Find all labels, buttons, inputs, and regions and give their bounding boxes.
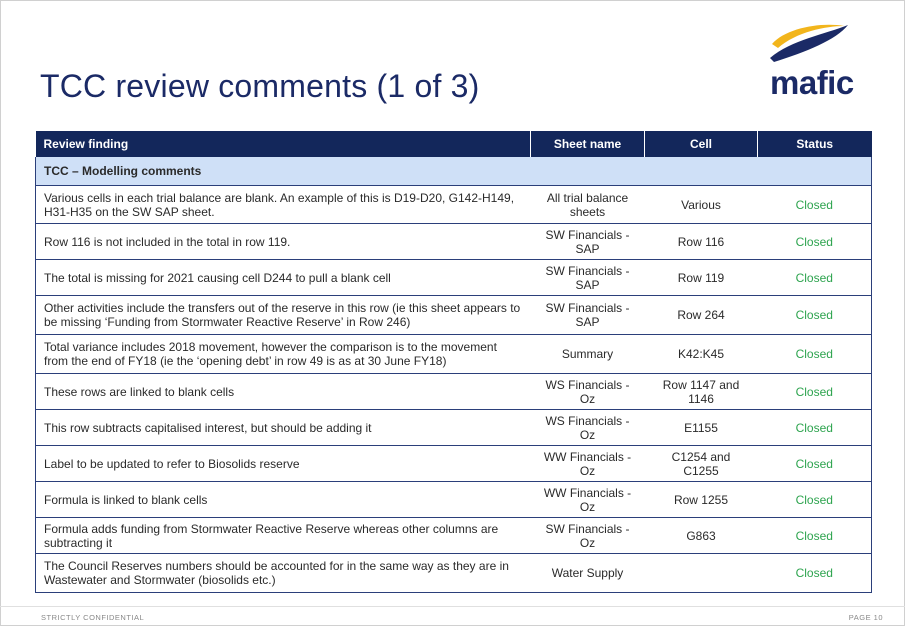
table-row [36, 224, 872, 260]
section-row [36, 157, 872, 186]
footer-divider [0, 606, 905, 607]
finding-cell: Formula is linked to blank cells [36, 482, 531, 518]
cell-reference-cell: Row 1147 and 1146 [645, 374, 758, 410]
table-row [36, 518, 872, 554]
sheet-name-cell: WS Financials - Oz [531, 410, 645, 446]
cell-reference-cell: Various [645, 186, 758, 224]
header-cell: Cell [645, 131, 758, 157]
sheet-name-cell: SW Financials - Oz [531, 518, 645, 554]
table-row [36, 260, 872, 296]
cell-reference-cell: E1155 [645, 410, 758, 446]
cell-reference-cell: Row 119 [645, 260, 758, 296]
header-status: Status [758, 131, 872, 157]
finding-cell: This row subtracts capitalised interest, but should be adding it [36, 410, 531, 446]
cell-reference-cell: Row 1255 [645, 482, 758, 518]
company-logo [766, 22, 866, 102]
table-row [36, 296, 872, 335]
sheet-name-cell: SW Financials - SAP [531, 260, 645, 296]
sheet-name-cell: SW Financials - SAP [531, 296, 645, 335]
cell-reference-cell [645, 554, 758, 593]
section-label: TCC – Modelling comments [36, 157, 531, 186]
status-cell: Closed [758, 554, 872, 593]
status-cell: Closed [758, 374, 872, 410]
table-row [36, 186, 872, 224]
status-cell: Closed [758, 446, 872, 482]
sheet-name-cell: WW Financials - Oz [531, 482, 645, 518]
sheet-name-cell: WS Financials - Oz [531, 374, 645, 410]
status-cell: Closed [758, 410, 872, 446]
logo-wordmark: mafic [770, 64, 854, 101]
mafic-swoosh-logo-icon [766, 22, 866, 67]
status-cell: Closed [758, 186, 872, 224]
sheet-name-cell: Water Supply [531, 554, 645, 593]
sheet-name-cell: All trial balance sheets [531, 186, 645, 224]
sheet-name-cell: SW Financials - SAP [531, 224, 645, 260]
confidentiality-label: STRICTLY CONFIDENTIAL [41, 613, 145, 622]
page-number: PAGE 10 [848, 613, 883, 622]
finding-cell: These rows are linked to blank cells [36, 374, 531, 410]
cell-reference-cell: G863 [645, 518, 758, 554]
cell-reference-cell: Row 264 [645, 296, 758, 335]
finding-cell: The Council Reserves numbers should be accounted for in the same way as they are in Wastewater and Stormwater (biosolids etc.) [36, 554, 531, 593]
status-cell: Closed [758, 335, 872, 374]
finding-cell: Row 116 is not included in the total in row 119. [36, 224, 531, 260]
status-cell: Closed [758, 296, 872, 335]
section-blank [758, 157, 872, 186]
finding-cell: Label to be updated to refer to Biosolids reserve [36, 446, 531, 482]
page-title: TCC review comments (1 of 3) [40, 68, 480, 104]
status-cell: Closed [758, 518, 872, 554]
table-row [36, 482, 872, 518]
section-blank [645, 157, 758, 186]
header-review-finding: Review finding [36, 131, 531, 157]
finding-cell: Total variance includes 2018 movement, however the comparison is to the movement from the end of FY18 (ie the ‘opening debt’ in row 49 is as at 30 June FY18) [36, 335, 531, 374]
finding-cell: Other activities include the transfers out of the reserve in this row (ie this sheet appears to be missing ‘Funding from Stormwater Reactive Reserve’ in Row 246) [36, 296, 531, 335]
table-row [36, 374, 872, 410]
table-row [36, 446, 872, 482]
finding-cell: Formula adds funding from Stormwater Reactive Reserve whereas other columns are subtracting it [36, 518, 531, 554]
review-table [35, 131, 872, 593]
sheet-name-cell: Summary [531, 335, 645, 374]
status-cell: Closed [758, 224, 872, 260]
section-blank [531, 157, 645, 186]
finding-cell: Various cells in each trial balance are blank. An example of this is D19-D20, G142-H149, H31-H35 on the SW SAP sheet. [36, 186, 531, 224]
status-cell: Closed [758, 482, 872, 518]
sheet-name-cell: WW Financials - Oz [531, 446, 645, 482]
finding-cell: The total is missing for 2021 causing cell D244 to pull a blank cell [36, 260, 531, 296]
table-row [36, 335, 872, 374]
table-header-row [36, 131, 872, 157]
cell-reference-cell: Row 116 [645, 224, 758, 260]
header-sheet-name: Sheet name [531, 131, 645, 157]
table-row [36, 554, 872, 593]
status-cell: Closed [758, 260, 872, 296]
cell-reference-cell: K42:K45 [645, 335, 758, 374]
cell-reference-cell: C1254 and C1255 [645, 446, 758, 482]
table-row [36, 410, 872, 446]
